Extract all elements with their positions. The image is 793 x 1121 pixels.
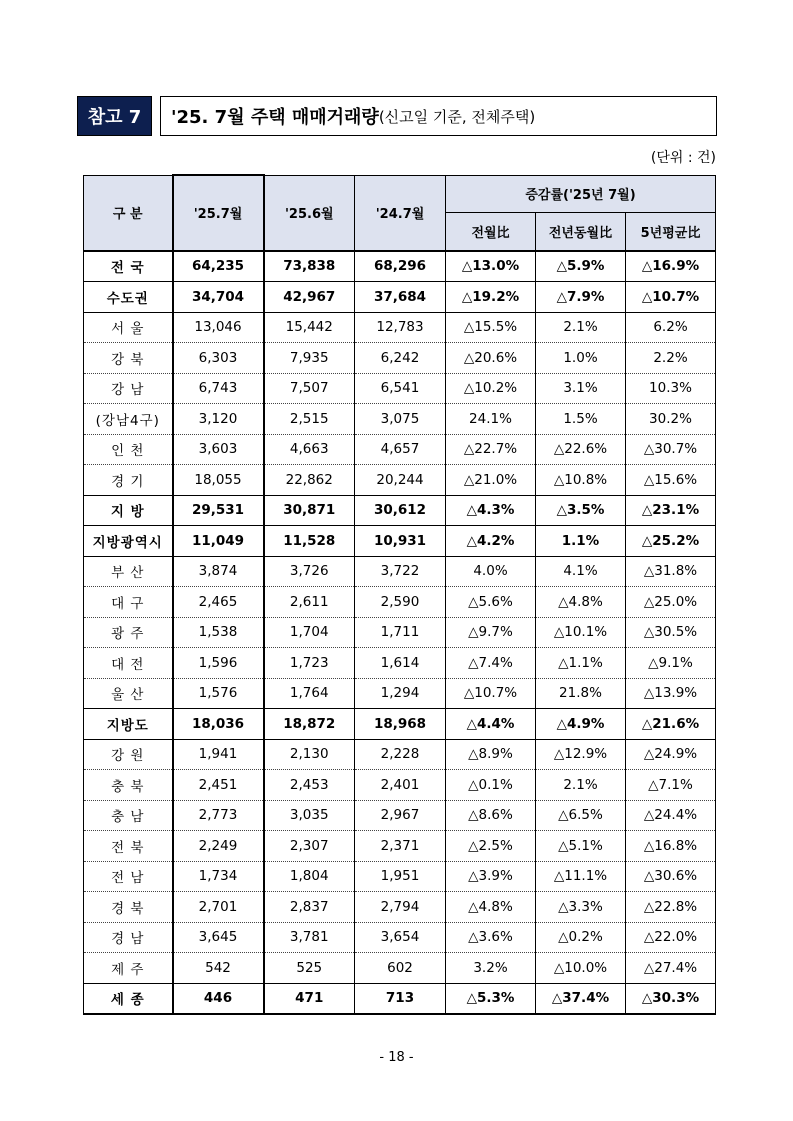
table-row (84, 892, 716, 923)
table-row (84, 404, 716, 435)
five-year-rate-cell: △24.4% (626, 800, 716, 831)
yoy-rate-cell: △1.1% (536, 648, 626, 679)
previous-month-cell: 1,804 (264, 861, 355, 892)
mom-rate-cell: △22.7% (446, 434, 536, 465)
five-year-rate-cell: △22.0% (626, 922, 716, 953)
current-month-cell: 1,596 (173, 648, 264, 679)
region-cell: 부 산 (84, 556, 173, 587)
last-year-cell: 1,951 (355, 861, 446, 892)
region-cell: 경 북 (84, 892, 173, 923)
table-row (84, 282, 716, 313)
previous-month-cell: 18,872 (264, 709, 355, 740)
five-year-rate-cell: △25.2% (626, 526, 716, 557)
yoy-rate-cell: △4.9% (536, 709, 626, 740)
previous-month-cell: 3,035 (264, 800, 355, 831)
region-cell: (강남4구) (84, 404, 173, 435)
five-year-rate-cell: 6.2% (626, 312, 716, 343)
region-cell: 경 기 (84, 465, 173, 496)
region-cell: 지방광역시 (84, 526, 173, 557)
table-row (84, 953, 716, 984)
five-year-rate-cell: △13.9% (626, 678, 716, 709)
five-year-rate-cell: △30.5% (626, 617, 716, 648)
table-row (84, 648, 716, 679)
table-row (84, 312, 716, 343)
current-month-cell: 13,046 (173, 312, 264, 343)
current-month-cell: 34,704 (173, 282, 264, 313)
last-year-cell: 2,967 (355, 800, 446, 831)
mom-rate-cell: △2.5% (446, 831, 536, 862)
current-month-cell: 18,055 (173, 465, 264, 496)
header-region: 구 분 (84, 175, 173, 251)
yoy-rate-cell: △10.1% (536, 617, 626, 648)
current-month-cell: 2,451 (173, 770, 264, 801)
five-year-rate-cell: △30.3% (626, 983, 716, 1014)
mom-rate-cell: △8.9% (446, 739, 536, 770)
last-year-cell: 68,296 (355, 251, 446, 282)
last-year-cell: 12,783 (355, 312, 446, 343)
yoy-rate-cell: △0.2% (536, 922, 626, 953)
last-year-cell: 30,612 (355, 495, 446, 526)
yoy-rate-cell: △3.3% (536, 892, 626, 923)
current-month-cell: 1,576 (173, 678, 264, 709)
yoy-rate-cell: 21.8% (536, 678, 626, 709)
mom-rate-cell: △5.3% (446, 983, 536, 1014)
region-cell: 경 남 (84, 922, 173, 953)
header-previous-month: '25.6월 (264, 175, 355, 251)
current-month-cell: 542 (173, 953, 264, 984)
previous-month-cell: 42,967 (264, 282, 355, 313)
current-month-cell: 3,645 (173, 922, 264, 953)
yoy-rate-cell: 1.1% (536, 526, 626, 557)
region-cell: 제 주 (84, 953, 173, 984)
last-year-cell: 1,711 (355, 617, 446, 648)
previous-month-cell: 2,837 (264, 892, 355, 923)
mom-rate-cell: △13.0% (446, 251, 536, 282)
last-year-cell: 1,614 (355, 648, 446, 679)
mom-rate-cell: △9.7% (446, 617, 536, 648)
table-row (84, 373, 716, 404)
five-year-rate-cell: △23.1% (626, 495, 716, 526)
five-year-rate-cell: 30.2% (626, 404, 716, 435)
current-month-cell: 1,941 (173, 739, 264, 770)
previous-month-cell: 2,515 (264, 404, 355, 435)
previous-month-cell: 7,507 (264, 373, 355, 404)
last-year-cell: 3,722 (355, 556, 446, 587)
last-year-cell: 2,371 (355, 831, 446, 862)
yoy-rate-cell: △22.6% (536, 434, 626, 465)
mom-rate-cell: △3.6% (446, 922, 536, 953)
current-month-cell: 1,734 (173, 861, 264, 892)
current-month-cell: 2,249 (173, 831, 264, 862)
table-row (84, 617, 716, 648)
current-month-cell: 3,603 (173, 434, 264, 465)
reference-badge: 참고 7 (77, 96, 152, 136)
current-month-cell: 446 (173, 983, 264, 1014)
mom-rate-cell: △7.4% (446, 648, 536, 679)
yoy-rate-cell: △5.9% (536, 251, 626, 282)
region-cell: 광 주 (84, 617, 173, 648)
yoy-rate-cell: △11.1% (536, 861, 626, 892)
five-year-rate-cell: △30.7% (626, 434, 716, 465)
yoy-rate-cell: △37.4% (536, 983, 626, 1014)
table-row (84, 465, 716, 496)
yoy-rate-cell: 4.1% (536, 556, 626, 587)
previous-month-cell: 11,528 (264, 526, 355, 557)
mom-rate-cell: △10.2% (446, 373, 536, 404)
header-5yr-avg: 5년평균比 (626, 212, 716, 251)
mom-rate-cell: 4.0% (446, 556, 536, 587)
previous-month-cell: 525 (264, 953, 355, 984)
mom-rate-cell: △4.2% (446, 526, 536, 557)
five-year-rate-cell: △30.6% (626, 861, 716, 892)
current-month-cell: 3,120 (173, 404, 264, 435)
yoy-rate-cell: △3.5% (536, 495, 626, 526)
current-month-cell: 64,235 (173, 251, 264, 282)
last-year-cell: 2,590 (355, 587, 446, 618)
section-title-row (77, 96, 717, 136)
five-year-rate-cell: △31.8% (626, 556, 716, 587)
mom-rate-cell: △8.6% (446, 800, 536, 831)
yoy-rate-cell: △6.5% (536, 800, 626, 831)
five-year-rate-cell: △15.6% (626, 465, 716, 496)
region-cell: 대 구 (84, 587, 173, 618)
table-row (84, 587, 716, 618)
yoy-rate-cell: △10.0% (536, 953, 626, 984)
region-cell: 지 방 (84, 495, 173, 526)
current-month-cell: 2,465 (173, 587, 264, 618)
header-last-year-month: '24.7월 (355, 175, 446, 251)
transaction-volume-table (83, 174, 716, 1015)
mom-rate-cell: △15.5% (446, 312, 536, 343)
table-row (84, 709, 716, 740)
yoy-rate-cell: 2.1% (536, 312, 626, 343)
last-year-cell: 3,654 (355, 922, 446, 953)
current-month-cell: 6,743 (173, 373, 264, 404)
previous-month-cell: 471 (264, 983, 355, 1014)
previous-month-cell: 2,611 (264, 587, 355, 618)
table-row (84, 678, 716, 709)
previous-month-cell: 4,663 (264, 434, 355, 465)
last-year-cell: 6,242 (355, 343, 446, 374)
mom-rate-cell: △5.6% (446, 587, 536, 618)
five-year-rate-cell: △10.7% (626, 282, 716, 313)
table-row (84, 800, 716, 831)
last-year-cell: 2,228 (355, 739, 446, 770)
table-row (84, 922, 716, 953)
table-row (84, 556, 716, 587)
region-cell: 강 북 (84, 343, 173, 374)
yoy-rate-cell: △5.1% (536, 831, 626, 862)
previous-month-cell: 7,935 (264, 343, 355, 374)
header-yoy: 전년동월比 (536, 212, 626, 251)
yoy-rate-cell: △4.8% (536, 587, 626, 618)
region-cell: 인 천 (84, 434, 173, 465)
header-rate-group: 증감률('25년 7월) (446, 175, 716, 212)
table-row (84, 861, 716, 892)
yoy-rate-cell: 1.0% (536, 343, 626, 374)
mom-rate-cell: △4.4% (446, 709, 536, 740)
mom-rate-cell: △0.1% (446, 770, 536, 801)
previous-month-cell: 15,442 (264, 312, 355, 343)
region-cell: 전 남 (84, 861, 173, 892)
region-cell: 전 국 (84, 251, 173, 282)
current-month-cell: 3,874 (173, 556, 264, 587)
previous-month-cell: 22,862 (264, 465, 355, 496)
region-cell: 수도권 (84, 282, 173, 313)
header-mom: 전월比 (446, 212, 536, 251)
yoy-rate-cell: △10.8% (536, 465, 626, 496)
last-year-cell: 2,401 (355, 770, 446, 801)
previous-month-cell: 1,764 (264, 678, 355, 709)
table-row (84, 739, 716, 770)
mom-rate-cell: 3.2% (446, 953, 536, 984)
five-year-rate-cell: △16.9% (626, 251, 716, 282)
table-row (84, 526, 716, 557)
region-cell: 서 울 (84, 312, 173, 343)
current-month-cell: 1,538 (173, 617, 264, 648)
region-cell: 충 남 (84, 800, 173, 831)
current-month-cell: 29,531 (173, 495, 264, 526)
region-cell: 전 북 (84, 831, 173, 862)
mom-rate-cell: △10.7% (446, 678, 536, 709)
current-month-cell: 2,701 (173, 892, 264, 923)
last-year-cell: 3,075 (355, 404, 446, 435)
mom-rate-cell: 24.1% (446, 404, 536, 435)
unit-label: (단위 : 건) (650, 150, 716, 166)
five-year-rate-cell: 10.3% (626, 373, 716, 404)
five-year-rate-cell: 2.2% (626, 343, 716, 374)
last-year-cell: 4,657 (355, 434, 446, 465)
yoy-rate-cell: 2.1% (536, 770, 626, 801)
last-year-cell: 713 (355, 983, 446, 1014)
current-month-cell: 6,303 (173, 343, 264, 374)
title-box (160, 96, 717, 136)
last-year-cell: 10,931 (355, 526, 446, 557)
table-body (84, 251, 716, 1015)
region-cell: 세 종 (84, 983, 173, 1014)
region-cell: 강 남 (84, 373, 173, 404)
header-current-month: '25.7월 (173, 175, 264, 251)
last-year-cell: 1,294 (355, 678, 446, 709)
last-year-cell: 2,794 (355, 892, 446, 923)
region-cell: 대 전 (84, 648, 173, 679)
current-month-cell: 11,049 (173, 526, 264, 557)
yoy-rate-cell: 3.1% (536, 373, 626, 404)
page-number: - 18 - (379, 1050, 414, 1065)
mom-rate-cell: △19.2% (446, 282, 536, 313)
previous-month-cell: 73,838 (264, 251, 355, 282)
previous-month-cell: 2,130 (264, 739, 355, 770)
yoy-rate-cell: △7.9% (536, 282, 626, 313)
previous-month-cell: 2,453 (264, 770, 355, 801)
previous-month-cell: 30,871 (264, 495, 355, 526)
table-row (84, 770, 716, 801)
table-row (84, 343, 716, 374)
five-year-rate-cell: △25.0% (626, 587, 716, 618)
previous-month-cell: 2,307 (264, 831, 355, 862)
five-year-rate-cell: △24.9% (626, 739, 716, 770)
five-year-rate-cell: △27.4% (626, 953, 716, 984)
last-year-cell: 6,541 (355, 373, 446, 404)
previous-month-cell: 1,723 (264, 648, 355, 679)
current-month-cell: 18,036 (173, 709, 264, 740)
last-year-cell: 602 (355, 953, 446, 984)
table-row (84, 251, 716, 282)
mom-rate-cell: △3.9% (446, 861, 536, 892)
yoy-rate-cell: 1.5% (536, 404, 626, 435)
region-cell: 울 산 (84, 678, 173, 709)
five-year-rate-cell: △22.8% (626, 892, 716, 923)
table-row (84, 983, 716, 1014)
mom-rate-cell: △4.8% (446, 892, 536, 923)
region-cell: 충 북 (84, 770, 173, 801)
five-year-rate-cell: △21.6% (626, 709, 716, 740)
yoy-rate-cell: △12.9% (536, 739, 626, 770)
table-row (84, 831, 716, 862)
five-year-rate-cell: △16.8% (626, 831, 716, 862)
table-row (84, 495, 716, 526)
region-cell: 강 원 (84, 739, 173, 770)
five-year-rate-cell: △9.1% (626, 648, 716, 679)
page-title: '25. 7월 주택 매매거래량 (171, 107, 379, 128)
previous-month-cell: 1,704 (264, 617, 355, 648)
mom-rate-cell: △21.0% (446, 465, 536, 496)
table-row (84, 434, 716, 465)
last-year-cell: 18,968 (355, 709, 446, 740)
region-cell: 지방도 (84, 709, 173, 740)
mom-rate-cell: △4.3% (446, 495, 536, 526)
last-year-cell: 20,244 (355, 465, 446, 496)
previous-month-cell: 3,726 (264, 556, 355, 587)
last-year-cell: 37,684 (355, 282, 446, 313)
previous-month-cell: 3,781 (264, 922, 355, 953)
page-subtitle: (신고일 기준, 전체주택) (378, 107, 536, 126)
five-year-rate-cell: △7.1% (626, 770, 716, 801)
mom-rate-cell: △20.6% (446, 343, 536, 374)
current-month-cell: 2,773 (173, 800, 264, 831)
